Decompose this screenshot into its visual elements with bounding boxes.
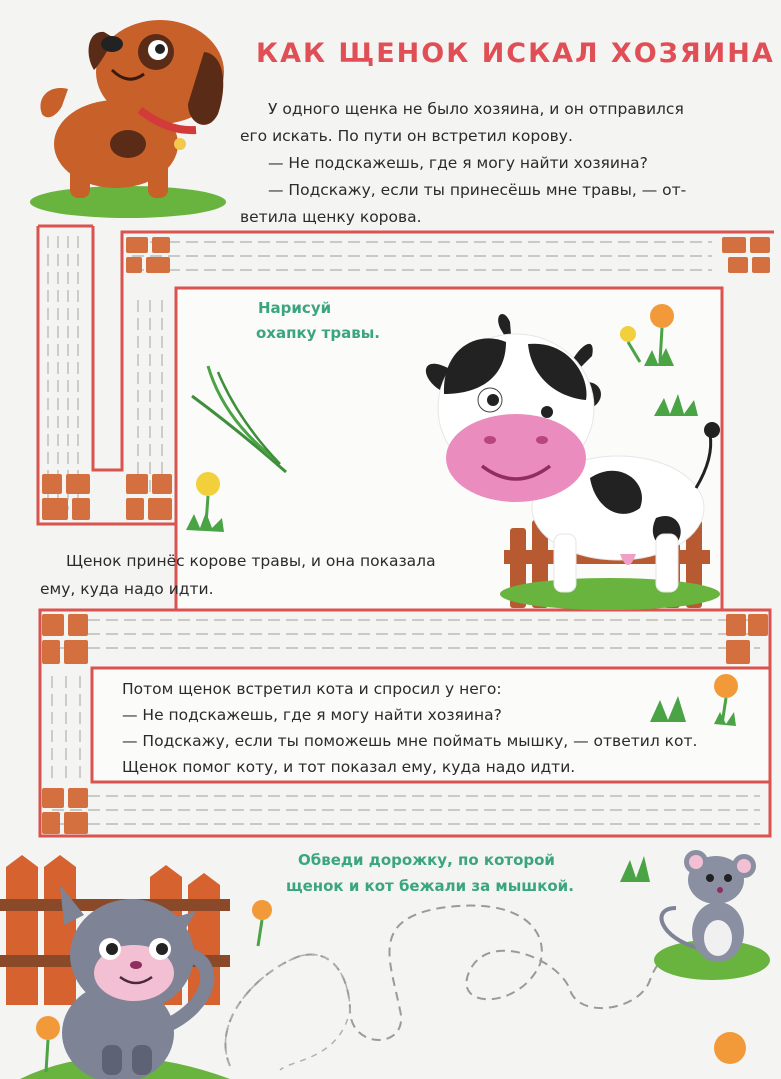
intro-line-4: — Подскажу, если ты принесёшь мне травы, — от- — [268, 181, 687, 199]
cat-story-line-2: — Не подскажешь, где я могу найти хозяина? — [122, 706, 502, 724]
middle-line-1: Щенок принёс корове травы, и она показала — [66, 552, 436, 570]
cat-story-line-4: Щенок помог коту, и тот показал ему, куда надо идти. — [122, 758, 576, 776]
task2-line-1: Обведи дорожку, по которой — [298, 851, 555, 869]
flower-icon — [650, 672, 746, 728]
mouse-illustration — [620, 848, 770, 983]
cow-illustration — [420, 308, 720, 608]
flower-icon — [244, 898, 280, 948]
intro-line-2: его искать. По пути он встретил корову. — [240, 127, 573, 145]
flower-icon — [182, 468, 228, 534]
page-title: КАК ЩЕНОК ИСКАЛ ХОЗЯИНА — [256, 38, 775, 69]
task1-line-2: охапку травы. — [256, 324, 380, 342]
middle-line-2: ему, куда надо идти. — [40, 580, 214, 598]
grass-blades-sample — [188, 360, 292, 476]
flower-icon — [26, 1014, 72, 1074]
cat-story-line-1: Потом щенок встретил кота и спросил у него: — [122, 680, 502, 698]
task1-line-1: Нарисуй — [258, 299, 332, 317]
cat-story-line-3: — Подскажу, если ты поможешь мне поймать мышку, — ответил кот. — [122, 732, 698, 750]
intro-line-1: У одного щенка не было хозяина, и он отправился — [268, 100, 684, 118]
task2-line-2: щенок и кот бежали за мышкой. — [286, 877, 574, 895]
intro-line-3: — Не подскажешь, где я могу найти хозяина? — [268, 154, 648, 172]
intro-line-5: ветила щенку корова. — [240, 208, 422, 226]
flower-icon — [700, 1026, 760, 1079]
